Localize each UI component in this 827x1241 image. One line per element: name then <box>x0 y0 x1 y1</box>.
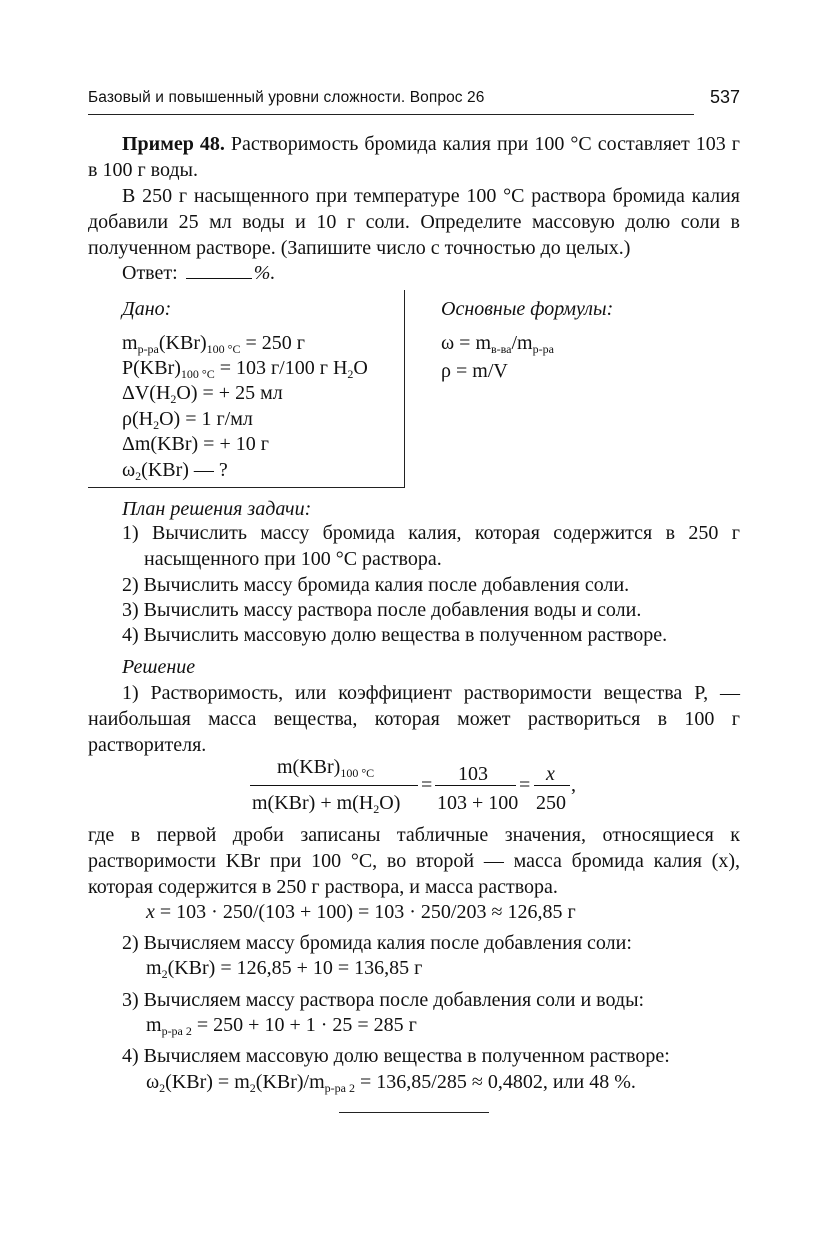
fraction-2-bar <box>435 785 516 786</box>
equation-comma: , <box>571 774 576 796</box>
equals-sign-1: = <box>421 774 433 796</box>
solubility-equation <box>250 754 590 816</box>
given-divider-horizontal <box>88 487 405 488</box>
fraction-3-numerator: x <box>546 763 555 785</box>
fraction-3-denominator: 250 <box>536 792 566 814</box>
problem-task: В 250 г насыщенного при температуре 100 °С раствора бромида калия добавили 25 мл воды и 10 г соли. Определите массовую долю соли в полученном растворе. (Запишите число с точностью до целых.) <box>88 185 740 259</box>
fraction-1-bar <box>250 785 418 786</box>
calculation-x: x = 103 · 250/(103 + 100) = 103 · 250/203 ≈ 126,85 г <box>146 901 576 923</box>
page-number: 537 <box>709 87 740 107</box>
formula-rho: ρ = m/V <box>441 360 508 382</box>
answer-blank <box>186 260 252 279</box>
answer-unit: %. <box>253 262 276 284</box>
problem-statement <box>88 131 740 183</box>
solution-step-4: 4) Вычисляем массовую долю вещества в полученном растворе: <box>122 1045 670 1067</box>
header-title: Базовый и повышенный уровни сложности. Вопрос 26 <box>88 89 485 106</box>
given-line-4: $\rho(H_2O) = 1$ г/мл <box>122 408 253 432</box>
solution-heading: Решение <box>122 656 196 678</box>
fraction-3-bar <box>534 785 570 786</box>
given-line-3: $\Delta V(H_2O)$ = + 25 мл <box>122 382 283 406</box>
statement-text: Растворимость бромида калия при 100 °С составляет 103 г в 100 г воды. <box>88 133 740 181</box>
fraction-2-numerator: 103 <box>458 763 488 785</box>
running-header <box>88 86 740 114</box>
plan-step-4: 4) Вычислить массовую долю вещества в полученном растворе. <box>122 624 668 646</box>
plan-step-2: 2) Вычислить массу бромида калия после добавления соли. <box>122 574 630 596</box>
given-line-1: $m_{р-ра}(KBr)_{100 ^\circ С} = 250$ г <box>122 332 305 356</box>
end-rule <box>339 1112 489 1113</box>
given-line-2: $P(KBr)_{100 ^\circ С} = 103$ г/100 г $H_2O$ <box>122 357 368 381</box>
answer-line <box>122 260 275 286</box>
plan-step-3: 3) Вычислить массу раствора после добавления воды и соли. <box>122 599 642 621</box>
calculation-omega: $\omega_2(KBr) = m_2(KBr)/m_{р-ра 2} = 136,85/285 \approx 0,4802$, или 48 %. <box>146 1071 636 1095</box>
solution-paragraph-1: 1) Растворимость, или коэффициент растворимости вещества P, — наибольшая масса вещества, которая может раствориться в 100 г растворителя. <box>88 682 740 756</box>
fraction-1-denominator: $m(KBr) + m(H_2O)$ <box>252 792 401 816</box>
fraction-2-denominator: 103 + 100 <box>437 792 519 814</box>
given-heading: Дано: <box>122 298 172 320</box>
calculation-m2: $m_2(KBr) = 126,85 + 10 = 136,85$ г <box>146 957 423 981</box>
given-line-5: Δm(KBr) = + 10 г <box>122 433 269 455</box>
example-label: Пример 48. <box>122 133 225 155</box>
formulas-heading: Основные формулы: <box>441 298 614 320</box>
plan-step-1: 1) Вычислить массу бромида калия, которая содержится в 250 г насыщенного при 100 °С раствора. <box>122 522 740 570</box>
fraction-1-numerator: $m(KBr)_{100 ^\circ С}$ <box>277 756 375 780</box>
answer-label: Ответ: <box>122 262 178 284</box>
calculation-mass-solution: $m_{р-ра 2} = 250 + 10 + 1 \cdot 25 = 285$ г <box>146 1014 417 1038</box>
solution-paragraph-2: где в первой дроби записаны табличные значения, относящиеся к растворимости KBr при 100 °С, во второй — масса бромида калия (x), которая содержится в 250 г раствора, и масса раствора. <box>88 824 740 898</box>
formula-omega: $\omega = m_{в-ва}/m_{р-ра}$ <box>441 332 554 356</box>
equals-sign-2: = <box>519 774 531 796</box>
solution-step-3: 3) Вычисляем массу раствора после добавления соли и воды: <box>122 989 645 1011</box>
plan-heading: План решения задачи: <box>122 498 312 520</box>
header-rule <box>88 114 694 115</box>
given-divider-vertical <box>404 290 405 488</box>
given-line-6: $\omega_2(KBr)$ — ? <box>122 459 228 483</box>
solution-step-2: 2) Вычисляем массу бромида калия после добавления соли: <box>122 932 632 954</box>
